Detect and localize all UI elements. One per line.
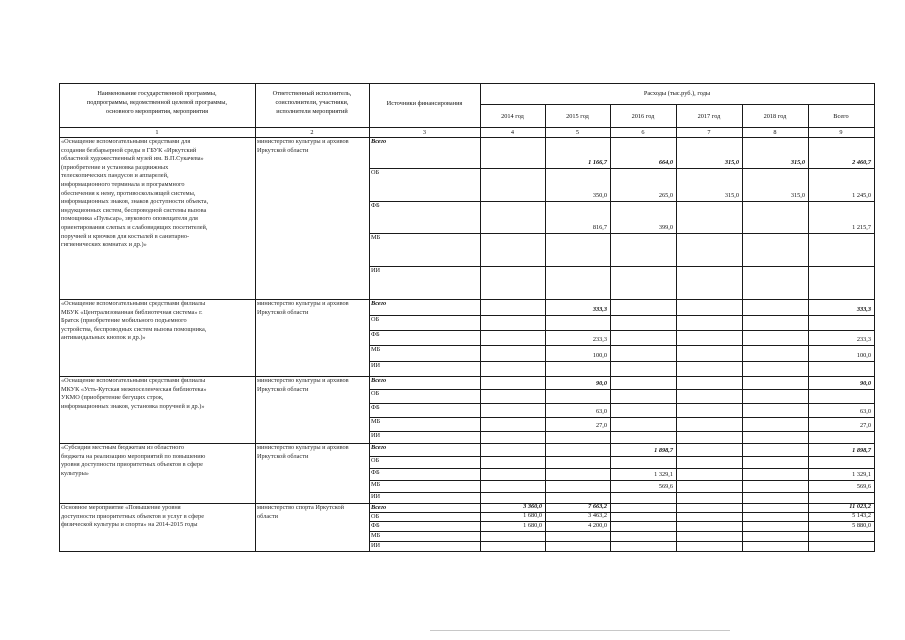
column-rule: [676, 104, 677, 552]
executor-line: Иркутской области: [257, 452, 309, 460]
funding-source: МБ: [371, 346, 381, 353]
subrow-rule: [369, 512, 875, 513]
measure-name-line: (приобретение и установка раздвижных: [61, 163, 169, 171]
funding-source: ИИ: [371, 542, 381, 549]
column-number: 1: [155, 128, 159, 136]
measure-name-line: «Оснащение вспомогательными средствами филиалы: [61, 377, 206, 384]
column-number: 9: [839, 128, 843, 136]
table-top-border: [59, 83, 875, 84]
funding-source: МБ: [371, 418, 381, 425]
subrow-rule: [369, 361, 875, 362]
subrow-rule: [369, 233, 875, 234]
amount-cell: 11 023,2: [849, 503, 871, 510]
funding-source: ФБ: [371, 522, 380, 529]
amount-cell: 1 329,1: [654, 471, 673, 478]
amount-cell: 315,0: [724, 159, 739, 166]
column-number: 3: [422, 128, 427, 136]
subrow-rule: [369, 521, 875, 522]
amount-cell: 27,0: [859, 422, 871, 429]
amount-cell: 233,3: [856, 336, 871, 343]
funding-source: ОБ: [371, 316, 380, 323]
measure-name-line: создания безбарьерной среды в ГБУК «Иркутский: [61, 146, 197, 154]
amount-cell: 1 680,0: [523, 522, 542, 529]
amount-cell: 816,7: [592, 224, 607, 231]
amount-cell: 1 215,7: [852, 224, 871, 231]
header-executor-line: исполнители мероприятий: [276, 108, 348, 115]
amount-cell: 315,0: [790, 159, 805, 166]
column-number: 4: [510, 128, 515, 136]
subrow-rule: [369, 531, 875, 532]
header-name-line: Наименование государственной программы,: [97, 90, 217, 97]
header-year-5: Всего: [833, 113, 849, 120]
amount-cell: 100,0: [592, 352, 607, 359]
block-rule: [59, 503, 875, 504]
measure-name-line: антивандальных кнопок и др.)»: [61, 334, 146, 342]
subrow-rule: [369, 468, 875, 469]
funding-source: ФБ: [371, 404, 380, 411]
column-number: 8: [773, 128, 777, 136]
header-year-1: 2015 год: [566, 113, 589, 120]
funding-source: Всего: [371, 504, 387, 511]
funding-source: Всего: [371, 377, 387, 384]
column-rule: [545, 104, 546, 552]
funding-source: ИИ: [371, 432, 381, 439]
amount-cell: 399,0: [658, 224, 673, 231]
amount-cell: 63,0: [859, 408, 871, 415]
measure-name-line: Братск (приобретение мобильного подъемного: [61, 317, 187, 325]
measure-name-line: обеспечения к нему, противоскользящей системы,: [61, 189, 196, 197]
amount-cell: 350,0: [592, 192, 607, 199]
subrow-rule: [369, 480, 875, 481]
subrow-rule: [369, 168, 875, 169]
measure-name-line: уровня доступности приоритетных объектов в сфере: [61, 461, 203, 469]
measure-name-line: информационных знаков, установка поручней и др.)»: [61, 402, 205, 410]
executor-line: министерство спорта Иркутской: [257, 504, 345, 511]
executor-line: Иркутской области: [257, 385, 309, 393]
measure-name-line: УКМО (приобретение бегущих строк,: [61, 394, 164, 402]
measure-name-line: гигиенических комнатах и др.)»: [61, 241, 147, 249]
funding-source: ФБ: [371, 202, 380, 209]
header-name-line: подпрограммы, ведомственной целевой программы,: [86, 99, 228, 106]
measure-name-line: телескопических пандусов и аппарелей,: [61, 172, 169, 180]
measure-name-line: бюджета на реализацию мероприятий по повышению: [61, 452, 206, 460]
funding-source: ИИ: [371, 362, 381, 369]
subrow-rule: [369, 389, 875, 390]
amount-cell: 1 680,0: [523, 512, 542, 519]
block-rule: [59, 551, 875, 552]
amount-cell: 5 143,2: [852, 512, 871, 519]
amount-cell: 100,0: [856, 352, 871, 359]
measure-name-line: индукционных систем, беспроводной системы вызова: [61, 206, 207, 214]
column-rule: [742, 104, 743, 552]
funding-source: Всего: [371, 138, 387, 145]
amount-cell: 569,6: [658, 483, 673, 490]
measure-name-line: «Субсидии местным бюджетам из областного: [61, 444, 185, 451]
executor-line: министерство культуры и архивов: [257, 377, 349, 384]
subrow-rule: [369, 492, 875, 493]
header-year-2: 2016 год: [631, 113, 655, 120]
funding-source: Всего: [371, 444, 387, 451]
funding-source: Всего: [371, 300, 387, 307]
measure-name-line: «Оснащение вспомогательными средствами для: [61, 138, 191, 145]
funding-source: ОБ: [371, 457, 380, 464]
subrow-rule: [369, 403, 875, 404]
measure-name-line: информационных знаков, знаков доступности объекта,: [61, 198, 209, 206]
subrow-rule: [369, 431, 875, 432]
executor-line: министерство культуры и архивов: [257, 300, 349, 307]
header-split-rule: [480, 104, 875, 105]
amount-cell: 3 463,2: [588, 512, 607, 519]
measure-name-line: областной художественный музей им. В.П.Сукачева»: [61, 155, 204, 163]
measure-name-line: информационного терминала и программного: [61, 181, 185, 188]
header-year-3: 2017 год: [697, 113, 721, 120]
subrow-rule: [369, 266, 875, 267]
measure-name-line: «Оснащение вспомогательными средствами филиалы: [61, 300, 206, 307]
column-rule: [369, 83, 370, 552]
amount-cell: 315,0: [724, 192, 739, 199]
column-number: 6: [641, 128, 645, 136]
header-executor-line: Ответственный исполнитель,: [272, 90, 352, 97]
column-rule: [480, 83, 481, 552]
measure-name-line: физической культуры и спорта» на 2014-2015 годы: [61, 521, 198, 529]
amount-cell: 27,0: [595, 422, 607, 429]
measure-name-line: устройства, беспроводных систем вызова помощника,: [61, 325, 207, 333]
funding-source: ФБ: [371, 331, 380, 338]
amount-cell: 7 663,2: [588, 503, 607, 510]
amount-cell: 265,0: [658, 192, 673, 199]
subrow-rule: [369, 541, 875, 542]
executor-line: Иркутской области: [257, 308, 309, 316]
subrow-rule: [369, 417, 875, 418]
amount-cell: 333,3: [592, 306, 607, 313]
funding-source: ФБ: [371, 469, 380, 476]
amount-cell: 1 898,7: [654, 447, 673, 454]
subrow-rule: [369, 456, 875, 457]
amount-cell: 1 166,7: [588, 159, 607, 166]
measure-name-line: МБУК «Централизованная библиотечная система» г.: [61, 308, 203, 316]
amount-cell: 315,0: [790, 192, 805, 199]
funding-source: МБ: [371, 234, 381, 241]
funding-source: МБ: [371, 481, 381, 488]
amount-cell: 5 880,0: [852, 522, 871, 529]
column-rule: [255, 83, 256, 552]
amount-cell: 90,0: [595, 380, 607, 387]
amount-cell: 3 360,0: [523, 503, 542, 510]
executor-line: министерство культуры и архивов: [257, 138, 349, 145]
amount-cell: 2 460,7: [852, 159, 871, 166]
header-year-0: 2014 год: [501, 113, 524, 120]
amount-cell: 4 200,0: [588, 522, 607, 529]
executor-line: Иркутской области: [257, 146, 309, 154]
executor-line: области: [257, 512, 279, 520]
subrow-rule: [369, 315, 875, 316]
measure-name-line: ориентирования слепых и слабовидящих посетителей,: [61, 224, 208, 231]
measure-name-line: культуры»: [61, 469, 89, 477]
executor-line: министерство культуры и архивов: [257, 444, 349, 451]
amount-cell: 233,3: [592, 336, 607, 343]
header-expenses-label: Расходы (тыс.руб.), годы: [643, 90, 711, 97]
subrow-rule: [369, 330, 875, 331]
amount-cell: 1 898,7: [852, 447, 871, 454]
amount-cell: 63,0: [595, 408, 607, 415]
column-number: 5: [575, 128, 580, 136]
measure-name-line: МКУК «Усть-Кутская межпоселенческая библиотека»: [61, 385, 207, 393]
amount-cell: 569,6: [856, 483, 871, 490]
funding-source: ОБ: [371, 169, 380, 176]
measure-name-line: поручней и крючков для костылей в санитарно-: [61, 232, 190, 240]
header-year-4: 2018 год: [763, 113, 787, 120]
subrow-rule: [369, 345, 875, 346]
amount-cell: 1 245,0: [852, 192, 871, 199]
column-rule: [874, 83, 875, 552]
amount-cell: 333,3: [856, 306, 871, 313]
funding-source: ОБ: [371, 513, 380, 520]
measure-name-line: помощника «Пульсар», звукового оповещателя для: [61, 215, 198, 223]
column-rule: [59, 83, 60, 552]
subrow-rule: [369, 201, 875, 202]
amount-cell: 1 329,1: [852, 471, 871, 478]
funding-source: ИИ: [371, 267, 381, 274]
scan-artifact-line: [430, 630, 730, 631]
column-number: 7: [707, 128, 711, 136]
funding-source: МБ: [371, 532, 381, 539]
measure-name-line: доступности приоритетных объектов и услуг в сфере: [61, 512, 204, 520]
column-number: 2: [310, 128, 314, 136]
header-source-label: Источники финансирования: [386, 100, 463, 107]
header-executor-line: соисполнители, участники,: [275, 99, 349, 106]
header-name-line: основного мероприятия, мероприятия: [105, 108, 209, 115]
measure-name-line: Основное мероприятие «Повышение уровня: [61, 504, 181, 511]
amount-cell: 664,0: [658, 159, 673, 166]
amount-cell: 90,0: [859, 380, 871, 387]
funding-source: ОБ: [371, 390, 380, 397]
funding-source: ИИ: [371, 493, 381, 500]
